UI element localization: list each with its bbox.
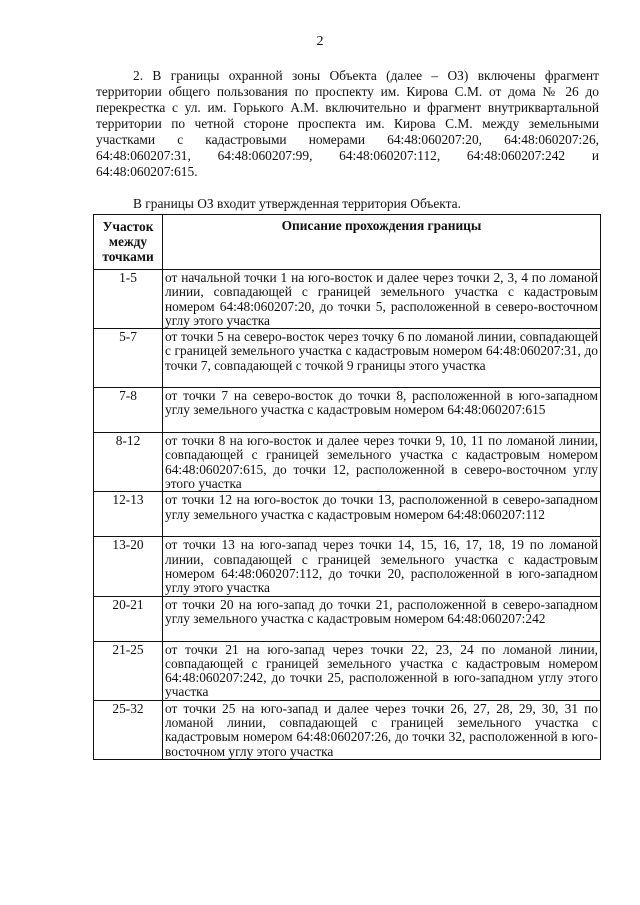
segment-cell: 13-20: [94, 537, 163, 596]
segment-cell: 1-5: [94, 270, 163, 329]
table-row: [94, 492, 601, 537]
segment-cell: 7-8: [94, 388, 163, 433]
table-row: [94, 329, 601, 388]
segment-cell: 12-13: [94, 492, 163, 537]
segment-cell: 20-21: [94, 596, 163, 641]
description-cell: от начальной точки 1 на юго-восток и далее через точки 2, 3, 4 по ломаной линии, совпадающей с границей земельного участка с кадастровым номером 64:48:060207:20, до точки 5, расположенной в северо-восточном углу этого участка: [163, 270, 601, 329]
segment-cell: 5-7: [94, 329, 163, 388]
territory-sentence: В границы ОЗ входит утвержденная территория Объекта.: [133, 196, 461, 211]
description-cell: от точки 8 на юго-восток и далее через точки 9, 10, 11 по ломаной линии, совпадающей с границей земельного участка с кадастровым номером 64:48:060207:615, до точки 12, расположенной в северо-восточном углу этого участка: [163, 433, 601, 492]
table-row: [94, 641, 601, 700]
segment-cell: 21-25: [94, 641, 163, 700]
description-cell: от точки 7 на северо-восток до точки 8, расположенной в юго-западном углу земельного участка с кадастровым номером 64:48:060207:615: [163, 388, 601, 433]
table-row: [94, 700, 601, 759]
intro-text: 2. В границы охранной зоны Объекта (далее – ОЗ) включены фрагмент территории общего пользования по проспекту им. Кирова С.М. от дома № 26 до перекрестка с ул. им. Горького А.М. включительно и фрагмент внутриквартальной территории по четной стороне проспекта им. Кирова С.М. между земельными участками с кадастровыми номерами 64:48:060207:20, 64:48:060207:26, 64:48:060207:31, 64:48:060207:99, 64:48:060207:112, 64:48:060207:242 и 64:48:060207:615.: [96, 68, 599, 179]
page-number: 2: [316, 34, 324, 49]
description-cell: от точки 25 на юго-запад и далее через точки 26, 27, 28, 29, 30, 31 по ломаной линии, совпадающей с границей земельного участка с кадастровым номером 64:48:060207:26, до точки 32, расположенной в юго-восточном углу этого участка: [163, 700, 601, 759]
segment-cell: 25-32: [94, 700, 163, 759]
header-segment: Участок между точками: [94, 215, 163, 270]
description-cell: от точки 21 на юго-запад через точки 22, 23, 24 по ломаной линии, совпадающей с границей земельного участка с кадастровым номером 64:48:060207:242, до точки 25, расположенной в юго-западном углу этого участка: [163, 641, 601, 700]
intro-paragraph: [96, 68, 599, 180]
description-cell: от точки 20 на юго-запад до точки 21, расположенной в северо-западном углу земельного участка с кадастровым номером 64:48:060207:242: [163, 596, 601, 641]
header-description: Описание прохождения границы: [163, 215, 601, 270]
description-cell: от точки 13 на юго-запад через точки 14, 15, 16, 17, 18, 19 по ломаной линии, совпадающей с границей земельного участка с кадастровым номером 64:48:060207:112, до точки 20, расположенной в юго-западном углу этого участка: [163, 537, 601, 596]
description-cell: от точки 5 на северо-восток через точку 6 по ломаной линии, совпадающей с границей земельного участка с кадастровым номером 64:48:060207:31, до точки 7, совпадающей с точкой 9 границы этого участка: [163, 329, 601, 388]
table-header-row: [94, 215, 601, 270]
boundary-table: [93, 214, 601, 760]
description-cell: от точки 12 на юго-восток до точки 13, расположенной в северо-западном углу земельного участка с кадастровым номером 64:48:060207:112: [163, 492, 601, 537]
table-row: [94, 270, 601, 329]
segment-cell: 8-12: [94, 433, 163, 492]
table-row: [94, 433, 601, 492]
table-row: [94, 596, 601, 641]
table-row: [94, 537, 601, 596]
table-row: [94, 388, 601, 433]
